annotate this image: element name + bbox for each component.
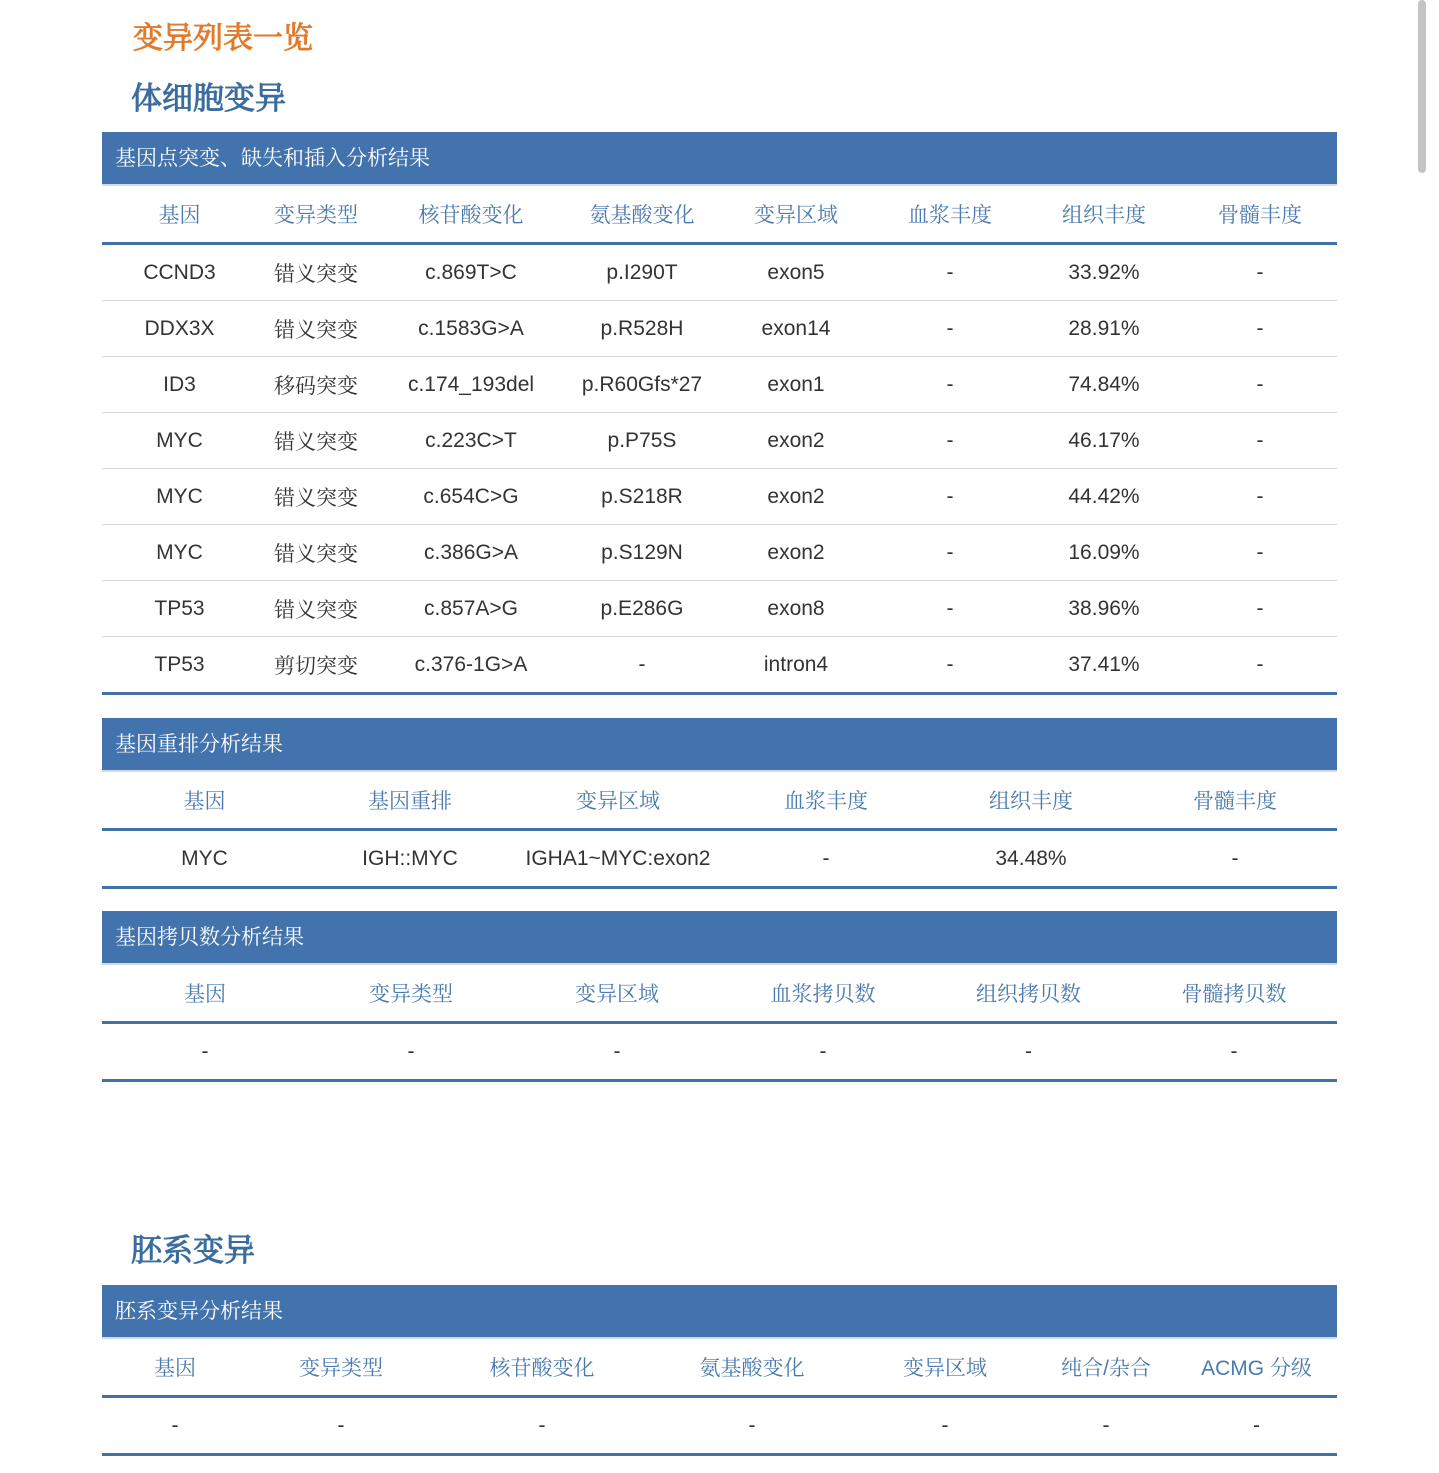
table-row [102, 1023, 1337, 1081]
column-header: 变异区域 [717, 186, 875, 244]
cell-variant-type: - [308, 1023, 514, 1081]
cell-plasma-vaf: - [875, 581, 1025, 637]
column-header: 变异类型 [248, 1339, 434, 1397]
cell-amino-acid-change: p.E286G [567, 581, 717, 637]
cell-tissue-vaf: 28.91% [1025, 301, 1183, 357]
column-header: 血浆拷贝数 [720, 965, 926, 1023]
column-header: 变异类型 [257, 186, 375, 244]
table-header-row [102, 1339, 1337, 1397]
column-header: 基因 [102, 186, 257, 244]
cell-marrow-vaf: - [1183, 525, 1337, 581]
cell-amino-acid-change: p.S129N [567, 525, 717, 581]
column-header: 变异类型 [308, 965, 514, 1023]
cell-nucleotide-change: c.386G>A [375, 525, 567, 581]
cell-region: exon2 [717, 525, 875, 581]
cell-nucleotide-change: c.869T>C [375, 244, 567, 301]
column-header: 核苷酸变化 [434, 1339, 650, 1397]
cell-amino-acid-change: p.S218R [567, 469, 717, 525]
column-header: 纯合/杂合 [1036, 1339, 1176, 1397]
column-header: 骨髓丰度 [1183, 186, 1337, 244]
cell-variant-type: 剪切突变 [257, 637, 375, 694]
cell-tissue-vaf: 33.92% [1025, 244, 1183, 301]
cnv-table-block [102, 911, 1337, 1082]
cell-region: intron4 [717, 637, 875, 694]
column-header: 基因重排 [307, 772, 513, 830]
cell-amino-acid-change: p.P75S [567, 413, 717, 469]
table-row [102, 244, 1337, 301]
column-header: 血浆丰度 [875, 186, 1025, 244]
cell-region: exon14 [717, 301, 875, 357]
cell-variant-type: - [248, 1397, 434, 1455]
cell-nucleotide-change: c.1583G>A [375, 301, 567, 357]
cell-region: exon5 [717, 244, 875, 301]
column-header: 变异区域 [514, 965, 720, 1023]
germline-section-title: 胚系变异 [131, 1233, 255, 1268]
cell-nucleotide-change: c.223C>T [375, 413, 567, 469]
cell-marrow-vaf: - [1183, 637, 1337, 694]
germline-table [102, 1339, 1337, 1456]
cell-tissue-vaf: 38.96% [1025, 581, 1183, 637]
cell-plasma-vaf: - [875, 637, 1025, 694]
table-row [102, 469, 1337, 525]
cell-gene: MYC [102, 469, 257, 525]
cell-amino-acid-change: p.R528H [567, 301, 717, 357]
cell-plasma-vaf: - [875, 357, 1025, 413]
table-header-row [102, 186, 1337, 244]
cell-region: - [854, 1397, 1036, 1455]
column-header: 氨基酸变化 [567, 186, 717, 244]
table-header-row [102, 772, 1337, 830]
cell-amino-acid-change: - [567, 637, 717, 694]
cell-gene: CCND3 [102, 244, 257, 301]
cell-region: exon2 [717, 469, 875, 525]
cell-plasma-vaf: - [723, 830, 929, 888]
fusion-table-block [102, 718, 1337, 889]
cell-marrow-vaf: - [1183, 413, 1337, 469]
cell-plasma-vaf: - [875, 301, 1025, 357]
fusion-table [102, 772, 1337, 889]
cell-marrow-vaf: - [1133, 830, 1337, 888]
cell-plasma-copy-number: - [720, 1023, 926, 1081]
cell-nucleotide-change: c.654C>G [375, 469, 567, 525]
cell-marrow-copy-number: - [1131, 1023, 1337, 1081]
snv-table-block [102, 132, 1337, 695]
cell-marrow-vaf: - [1183, 301, 1337, 357]
cell-amino-acid-change: p.R60Gfs*27 [567, 357, 717, 413]
column-header: 组织拷贝数 [926, 965, 1131, 1023]
cell-plasma-vaf: - [875, 525, 1025, 581]
cell-zygosity: - [1036, 1397, 1176, 1455]
vertical-scrollbar[interactable] [1418, 0, 1426, 173]
cell-gene: MYC [102, 525, 257, 581]
cell-marrow-vaf: - [1183, 469, 1337, 525]
cell-rearrangement: IGH::MYC [307, 830, 513, 888]
column-header: 变异区域 [854, 1339, 1036, 1397]
cell-nucleotide-change: c.376-1G>A [375, 637, 567, 694]
cell-variant-type: 错义突变 [257, 301, 375, 357]
cell-amino-acid-change: p.I290T [567, 244, 717, 301]
cell-gene: TP53 [102, 637, 257, 694]
cell-acmg-class: - [1176, 1397, 1337, 1455]
column-header: 氨基酸变化 [650, 1339, 854, 1397]
somatic-section-title: 体细胞变异 [131, 81, 286, 116]
cell-tissue-vaf: 44.42% [1025, 469, 1183, 525]
table-row [102, 637, 1337, 694]
column-header: 核苷酸变化 [375, 186, 567, 244]
cell-variant-type: 错义突变 [257, 469, 375, 525]
cell-tissue-vaf: 74.84% [1025, 357, 1183, 413]
page-title: 变异列表一览 [133, 22, 313, 55]
germline-table-block [102, 1285, 1337, 1456]
cell-gene: MYC [102, 413, 257, 469]
cnv-table [102, 965, 1337, 1082]
table-row [102, 1397, 1337, 1455]
table-header-row [102, 965, 1337, 1023]
cell-plasma-vaf: - [875, 244, 1025, 301]
cell-tissue-vaf: 16.09% [1025, 525, 1183, 581]
cell-variant-type: 错义突变 [257, 525, 375, 581]
cell-marrow-vaf: - [1183, 244, 1337, 301]
cell-marrow-vaf: - [1183, 581, 1337, 637]
snv-table [102, 186, 1337, 695]
table-row [102, 830, 1337, 888]
cell-nucleotide-change: c.174_193del [375, 357, 567, 413]
cell-variant-type: 移码突变 [257, 357, 375, 413]
cell-variant-type: 错义突变 [257, 413, 375, 469]
cell-gene: - [102, 1023, 308, 1081]
cell-tissue-copy-number: - [926, 1023, 1131, 1081]
cell-gene: DDX3X [102, 301, 257, 357]
cell-nucleotide-change: c.857A>G [375, 581, 567, 637]
cell-marrow-vaf: - [1183, 357, 1337, 413]
germline-table-heading: 胚系变异分析结果 [102, 1285, 1337, 1339]
column-header: 变异区域 [513, 772, 723, 830]
cell-tissue-vaf: 34.48% [929, 830, 1133, 888]
cell-region: exon2 [717, 413, 875, 469]
cell-gene: ID3 [102, 357, 257, 413]
table-row [102, 301, 1337, 357]
cell-variant-type: 错义突变 [257, 581, 375, 637]
cell-region: IGHA1~MYC:exon2 [513, 830, 723, 888]
cell-tissue-vaf: 46.17% [1025, 413, 1183, 469]
cell-plasma-vaf: - [875, 469, 1025, 525]
cell-nucleotide-change: - [434, 1397, 650, 1455]
cell-gene: TP53 [102, 581, 257, 637]
cell-variant-type: 错义突变 [257, 244, 375, 301]
column-header: 骨髓丰度 [1133, 772, 1337, 830]
table-row [102, 525, 1337, 581]
table-row [102, 413, 1337, 469]
fusion-table-heading: 基因重排分析结果 [102, 718, 1337, 772]
cell-gene: MYC [102, 830, 307, 888]
cell-region: - [514, 1023, 720, 1081]
cell-region: exon1 [717, 357, 875, 413]
cell-amino-acid-change: - [650, 1397, 854, 1455]
column-header: ACMG 分级 [1176, 1339, 1337, 1397]
table-row [102, 357, 1337, 413]
column-header: 基因 [102, 1339, 248, 1397]
cnv-table-heading: 基因拷贝数分析结果 [102, 911, 1337, 965]
column-header: 基因 [102, 772, 307, 830]
table-row [102, 581, 1337, 637]
column-header: 骨髓拷贝数 [1131, 965, 1337, 1023]
column-header: 血浆丰度 [723, 772, 929, 830]
cell-gene: - [102, 1397, 248, 1455]
column-header: 组织丰度 [1025, 186, 1183, 244]
column-header: 基因 [102, 965, 308, 1023]
cell-tissue-vaf: 37.41% [1025, 637, 1183, 694]
cell-region: exon8 [717, 581, 875, 637]
column-header: 组织丰度 [929, 772, 1133, 830]
cell-plasma-vaf: - [875, 413, 1025, 469]
snv-table-heading: 基因点突变、缺失和插入分析结果 [102, 132, 1337, 186]
